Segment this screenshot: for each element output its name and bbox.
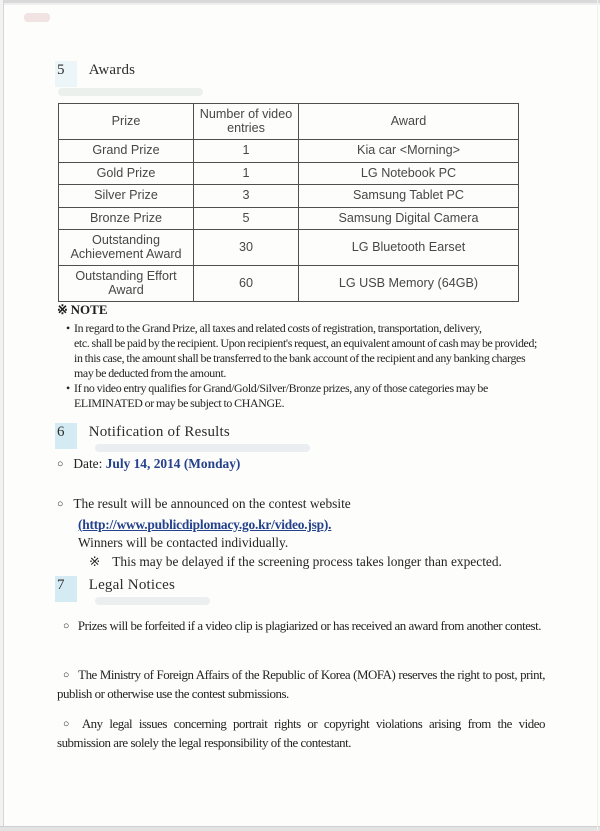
page-edge-bottom-line [0,826,600,827]
table-row [59,162,519,185]
scan-artifact [24,13,50,22]
note-line: ELIMINATED or may be subject to CHANGE. [74,396,285,410]
section-heading-notification [57,424,230,441]
note-block [57,302,592,411]
note-line: may be deducted from the amount. [74,366,227,380]
table-row [59,266,519,302]
circle-bullet-icon: ○ [57,499,64,510]
cell-entries: 3 [194,185,299,208]
cell-prize: Gold Prize [59,162,194,185]
scan-artifact [95,444,310,452]
cell-entries: 5 [194,207,299,230]
legal-text: Any legal issues concerning portrait rights or copyright violations arising from the video submission are solely the legal responsibility of the contestant. [57,717,545,750]
section-number-5: 5 [55,61,77,87]
note-bullet [57,321,592,381]
section-heading-legal [57,577,175,594]
table-header-row [59,104,519,140]
legal-paragraph [57,618,545,637]
page-edge-bottom [0,827,600,831]
awards-table [58,103,519,302]
cell-award: Samsung Digital Camera [299,207,519,230]
circle-bullet-icon: ○ [63,719,73,730]
note-line: If no video entry qualifies for Grand/Gold/Silver/Bronze prizes, any of those categories may be [74,381,488,395]
cell-prize: Grand Prize [59,140,194,163]
section-title-awards: Awards [88,62,136,78]
column-header-prize: Prize [59,104,194,140]
cell-entries: 30 [194,230,299,266]
bullet-icon: • [66,321,70,335]
table-row [59,207,519,230]
note-label: NOTE [70,302,108,317]
cell-award: LG USB Memory (64GB) [299,266,519,302]
legal-paragraph [57,667,545,702]
column-header-entries: Number of video entries [194,104,299,140]
result-line [57,495,502,516]
cell-prize: Silver Prize [59,185,194,208]
cell-entries: 1 [194,140,299,163]
cell-award: Samsung Tablet PC [299,185,519,208]
date-label: Date: [73,456,103,471]
winners-line: Winners will be contacted individually. [78,535,289,550]
cell-prize: Outstanding Achievement Award [59,230,194,266]
note-title [57,302,592,317]
legal-text: Prizes will be forfeited if a video clip is plagiarized or has received an award from another contest. [77,619,541,633]
result-text: The result will be announced on the contest website [73,496,351,511]
section-title-notification: Notification of Results [88,424,230,440]
table-row [59,185,519,208]
circle-bullet-icon: ○ [57,459,64,470]
legal-text: The Ministry of Foreign Affairs of the Republic of Korea (MOFA) reserves the right to post, print, publish or otherwise use the contest submissions. [57,668,545,701]
page-edge-left [3,0,4,831]
circle-bullet-icon: ○ [63,670,70,681]
reference-mark-icon: ※ [57,302,68,317]
cell-entries: 1 [194,162,299,185]
note-line: etc. shall be paid by the recipient. Upon recipient's request, an equivalent amount of cash may be provided; [74,336,538,350]
note-line: In regard to the Grand Prize, all taxes and related costs of registration, transportation, delivery, [74,321,482,335]
circle-bullet-icon: ○ [63,621,69,632]
page-edge-right [597,0,598,831]
legal-paragraph [57,716,545,751]
note-line: in this case, the amount shall be transferred to the bank account of the recipient and any banking charges [74,351,526,365]
cell-prize: Outstanding Effort Award [59,266,194,302]
date-line [57,456,240,472]
cell-award: Kia car <Morning> [299,140,519,163]
delay-text: This may be delayed if the screening process takes longer than expected. [112,553,502,569]
date-value: July 14, 2014 (Monday) [105,456,241,471]
scan-artifact [58,88,203,96]
bullet-icon: • [66,381,70,395]
reference-mark-icon: ※ [89,553,101,569]
result-announcement-block [57,495,502,571]
table-row [59,230,519,266]
scan-artifact [95,597,210,605]
section-title-legal: Legal Notices [88,577,176,593]
cell-prize: Bronze Prize [59,207,194,230]
table-row [59,140,519,163]
contest-website-url: (http://www.publicdiplomacy.go.kr/video.jsp). [78,516,332,532]
section-number-6: 6 [55,423,77,449]
cell-award: LG Bluetooth Earset [299,230,519,266]
column-header-award: Award [299,104,519,140]
cell-entries: 60 [194,266,299,302]
section-number-7: 7 [55,576,77,602]
section-heading-awards [57,62,135,79]
page-edge-top-light [0,3,600,5]
note-bullet [57,381,592,411]
cell-award: LG Notebook PC [299,162,519,185]
delay-note [89,553,502,572]
